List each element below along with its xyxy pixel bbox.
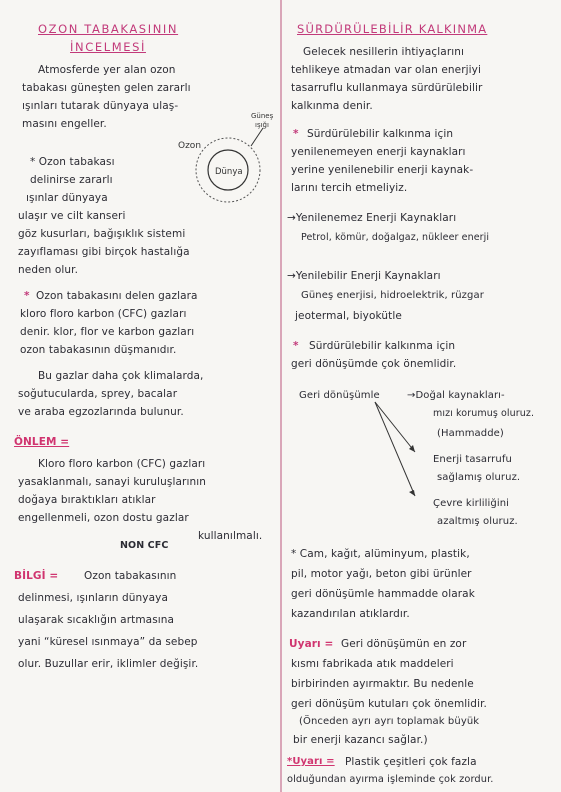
renew-line: jeotermal, biyokütle [295,310,402,322]
sk-star: * [293,128,299,140]
gases-line: ozon tabakasının düşmanıdır. [20,344,177,356]
title-line-2: İNCELMESİ [70,40,146,54]
uses-line: Bu gazlar daha çok klimalarda, [38,370,204,382]
branch-line: Enerji tasarrufu [433,454,512,465]
bilgi-line: Ozon tabakasının [84,570,177,582]
uyari-line: bir enerji kazancı sağlar.) [293,734,428,746]
onlem-line: doğaya bıraktıkları atıklar [18,494,156,506]
uyari-label: Uyarı = [289,638,334,650]
uyari-line: geri dönüşüm kutuları çok önemlidir. [291,698,487,710]
branch-line: →Doğal kaynakları- [407,390,505,401]
onlem-line: yasaklanmalı, sanayi kuruluşlarının [18,476,207,488]
right-title: SÜRDÜRÜLEBİLİR KALKINMA [297,22,488,36]
intro-line: Atmosferde yer alan ozon [38,64,176,76]
uyari2-label: *Uyarı = [287,756,335,767]
bilgi-line: delinmesi, ışınların dünyaya [18,592,168,604]
intro-line: tabakası güneşten gelen zararlı [22,82,191,94]
materials-line: pil, motor yağı, beton gibi ürünler [291,568,472,580]
branch-line: (Hammadde) [437,428,504,439]
bilgi-label: BİLGİ = [14,570,59,582]
damage-line: ışınlar dünyaya [26,192,108,204]
recycle-star: * [293,340,299,352]
materials-line: geri dönüşümle hammadde olarak [291,588,475,600]
intro-line: masını engeller. [22,118,107,130]
branch-line: mızı korumuş oluruz. [433,408,535,419]
recycle-line: Sürdürülebilir kalkınma için [309,340,456,352]
uses-line: soğutucularda, sprey, bacalar [18,388,178,400]
onlem-label: ÖNLEM = [14,436,70,448]
sk-line: yerine yenilenebilir enerji kaynak- [291,164,474,176]
damage-line: zayıflaması gibi birçok hastalığa [18,246,190,258]
recycle-branches [371,396,431,508]
branch-line: azaltmış oluruz. [437,516,518,527]
damage-line: göz kusurları, bağışıklık sistemi [18,228,186,240]
gases-line: kloro floro karbon (CFC) gazları [20,308,187,320]
recycle-line: geri dönüşümde çok önemlidir. [291,358,457,370]
bilgi-line: yani “küresel ısınmaya” da sebep [18,636,198,648]
branch-line: sağlamış oluruz. [437,472,521,483]
damage-line: neden olur. [18,264,79,276]
branch-line: Çevre kirliliğini [433,498,510,509]
sunlight-arrow [251,128,263,146]
renew-title: →Yenilebilir Enerji Kaynakları [287,270,441,282]
ozone-diagram [173,108,278,203]
uyari-line: kısmı fabrikada atık maddeleri [291,658,454,670]
nonrenew-title: →Yenilenemez Enerji Kaynakları [287,212,457,224]
uyari2-line: Plastik çeşitleri çok fazla [345,756,477,768]
ozon-label: Ozon [178,141,202,151]
materials-line: * Cam, kağıt, alüminyum, plastik, [291,548,470,560]
damage-line: ulaşır ve cilt kanseri [18,210,126,222]
sk-intro-line: tasarruflu kullanmaya sürdürülebilir [291,82,483,94]
column-divider [280,0,282,792]
onlem-line: kullanılmalı. [198,530,263,542]
sk-line: yenilenemeyen enerji kaynakları [291,146,466,158]
damage-line: * Ozon tabakası [30,156,115,168]
renew-line: Güneş enerjisi, hidroelektrik, rüzgar [301,290,484,301]
sk-intro-line: kalkınma denir. [291,100,373,112]
gases-star: * [24,290,30,302]
uyari-line: (Önceden ayrı ayrı toplamak büyük [299,716,480,727]
uyari-line: birbirinden ayırmaktır. Bu nedenle [291,678,474,690]
uses-line: ve araba egzozlarında bulunur. [18,406,184,418]
uyari-line: Geri dönüşümün en zor [341,638,467,650]
geri-donusum-label: Geri dönüşümle [299,390,380,401]
sk-line: Sürdürülebilir kalkınma için [307,128,454,140]
intro-line: ışınları tutarak dünyaya ulaş- [22,100,179,112]
title-line-1: OZON TABAKASININ [38,22,179,36]
gunes-label-2: ışığı [255,121,269,129]
bilgi-line: olur. Buzullar erir, iklimler değişir. [18,658,199,670]
onlem-line: Kloro floro karbon (CFC) gazları [38,458,206,470]
dunya-label: Dünya [215,167,243,177]
bilgi-line: ulaşarak sıcaklığın artmasına [18,614,175,626]
materials-line: kazandırılan atıklardır. [291,608,410,620]
nonrenew-list: Petrol, kömür, doğalgaz, nükleer enerji [301,232,490,243]
arrow-head [409,490,415,496]
sk-intro-line: Gelecek nesillerin ihtiyaçlarını [303,46,465,58]
uyari2-line: olduğundan ayırma işleminde çok zordur. [287,774,494,785]
sk-intro-line: tehlikeye atmadan var olan enerjiyi [291,64,481,76]
sk-line: larını tercih etmeliyiz. [291,182,408,194]
gases-line: denir. klor, flor ve karbon gazları [20,326,195,338]
damage-line: delinirse zararlı [30,174,113,186]
gases-line: Ozon tabakasını delen gazlara [36,290,198,302]
gunes-label-1: Güneş [251,112,274,120]
branch-arrow [375,402,415,452]
non-cfc-label: NON CFC [120,540,169,551]
onlem-line: engellenmeli, ozon dostu gazlar [18,512,189,524]
